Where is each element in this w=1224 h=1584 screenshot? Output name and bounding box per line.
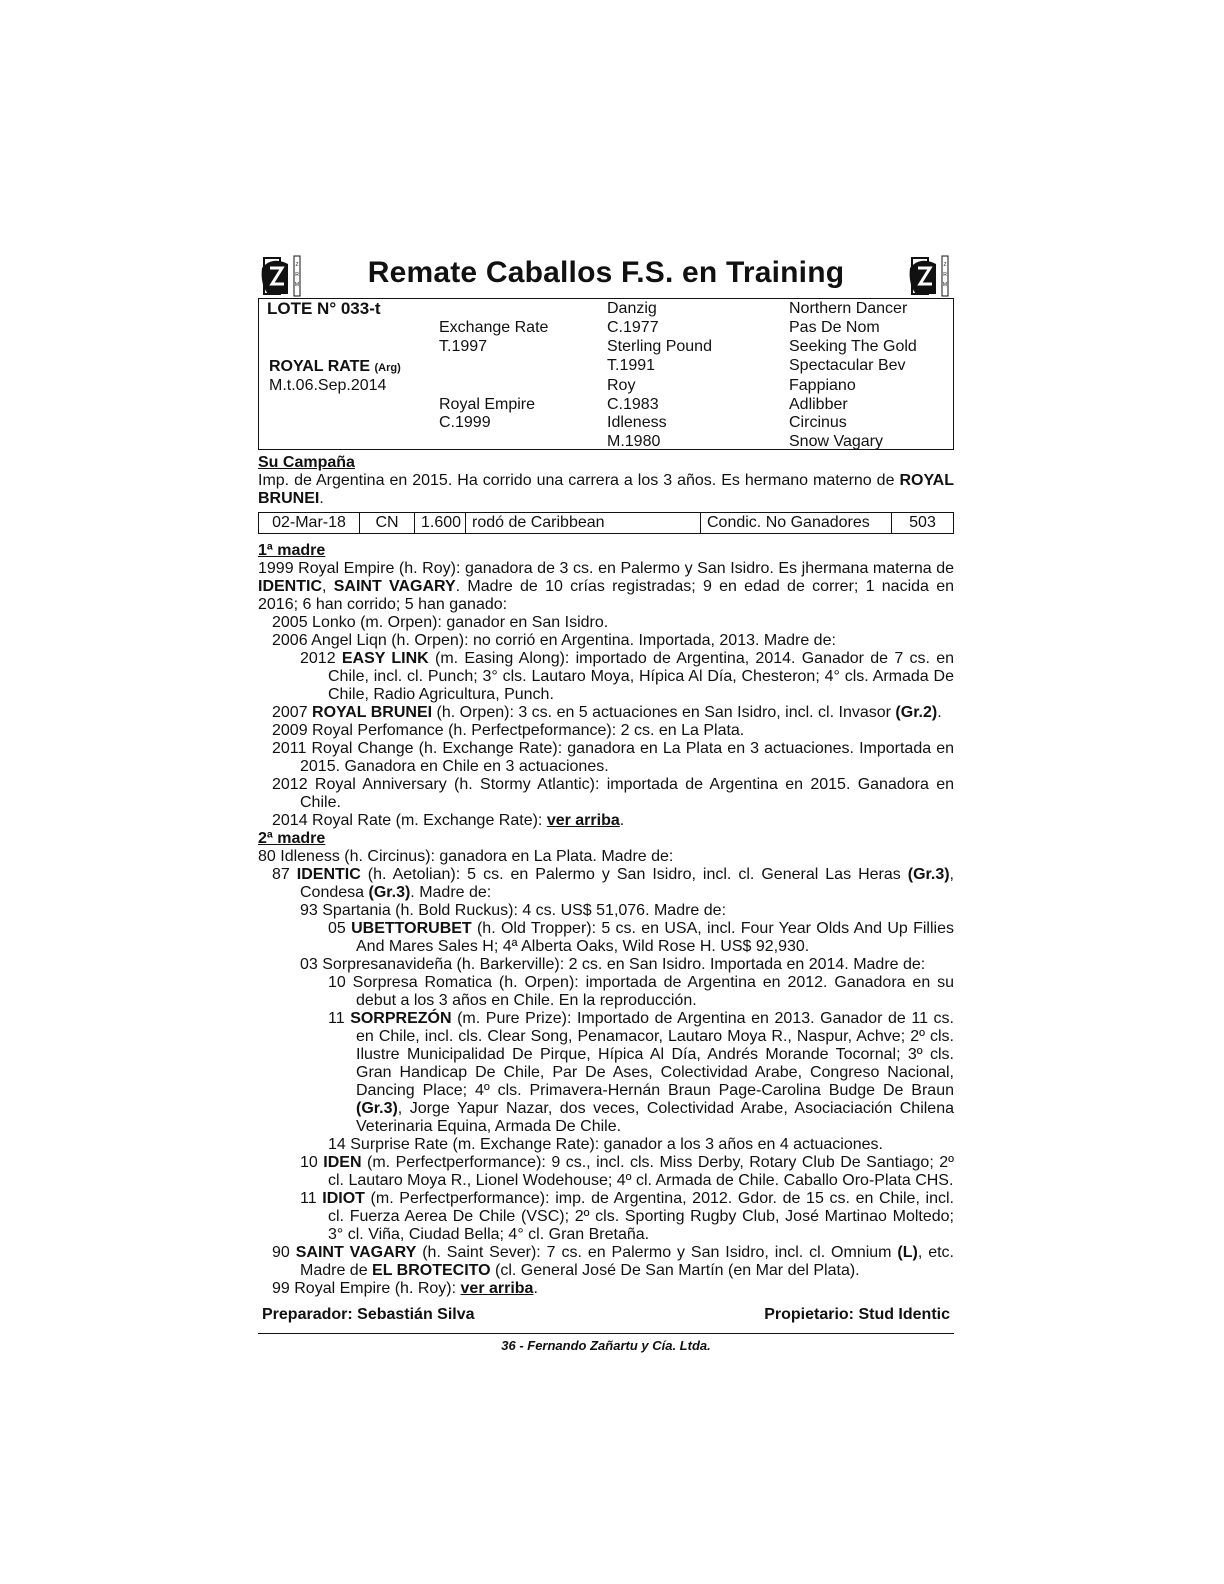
svg-text:Z: Z bbox=[295, 262, 299, 268]
ped-g2: C.1977 bbox=[607, 319, 659, 336]
produce-entry: 14 Surprise Rate (m. Exchange Rate): ganador a los 3 años en 4 actuaciones. bbox=[328, 1136, 883, 1153]
race-record-row bbox=[258, 512, 954, 534]
produce-entry: 2005 Lonko (m. Orpen): ganador en San Isidro. bbox=[272, 614, 609, 631]
ped-g2: M.1980 bbox=[607, 433, 661, 450]
ped-g3: Pas De Nom bbox=[789, 319, 880, 336]
ped-g2: Idleness bbox=[607, 414, 667, 431]
dam-name: Royal Empire bbox=[439, 396, 536, 413]
ped-g2: Danzig bbox=[607, 300, 657, 317]
lot-number: LOTE N° 033-t bbox=[267, 299, 381, 318]
catalog-page bbox=[258, 252, 954, 1353]
race-date: 02-Mar-18 bbox=[259, 513, 360, 533]
produce-entry: 2006 Angel Liqn (h. Orpen): no corrió en Argentina. Importada, 2013. Madre de: bbox=[272, 632, 836, 649]
trainer-label: Preparador: Sebastián Silva bbox=[262, 1306, 475, 1323]
page-title: Remate Caballos F.S. en Training bbox=[367, 256, 845, 289]
second-dam-title: 2ª madre bbox=[258, 830, 326, 847]
produce-entry: 2009 Royal Perfomance (h. Perfectpeformance): 2 cs. en La Plata. bbox=[272, 722, 745, 739]
first-dam-title: 1ª madre bbox=[258, 542, 326, 559]
second-dam-section bbox=[258, 830, 954, 1298]
produce-entry: 05 UBETTORUBET (h. Old Tropper): 5 cs. en USA, incl. Four Year Olds And Up Fillies And Mares Sales H; 4ª Alberta Oaks, Wild Rose H. US$ 92,930. bbox=[328, 920, 954, 955]
page-footer: 36 - Fernando Zañartu y Cía. Ltda. bbox=[501, 1338, 711, 1353]
ped-g3: Snow Vagary bbox=[789, 433, 883, 450]
svg-text:M: M bbox=[294, 282, 300, 288]
sire-name: Exchange Rate bbox=[439, 319, 549, 336]
produce-entry: 90 SAINT VAGARY (h. Saint Sever): 7 cs. en Palermo y San Isidro, incl. cl. Omnium (L), etc. Madre de EL BROTECITO (cl. General José De San Martín (en Mar del Plata). bbox=[272, 1244, 955, 1279]
first-dam-intro: 1999 Royal Empire (h. Roy): ganadora de 3 cs. en Palermo y San Isidro. Es jhermana materna de IDENTIC, SAINT VAGARY. Madre de 10 crías registradas; 9 en edad de correr; 1 nacida en 2016; 6 han corrido; 5 han ganado: bbox=[258, 560, 954, 613]
footer-divider bbox=[258, 1333, 954, 1334]
race-result: rodó de Caribbean bbox=[466, 513, 701, 533]
produce-entry: 2012 Royal Anniversary (h. Stormy Atlantic): importada de Argentina en 2015. Ganadora en Chile. bbox=[272, 776, 954, 811]
first-dam-section bbox=[258, 542, 954, 830]
ped-g3: Circinus bbox=[789, 414, 847, 431]
svg-text:R: R bbox=[943, 272, 947, 278]
footer-credits bbox=[258, 1306, 954, 1324]
campaign-text: Imp. de Argentina en 2015. Ha corrido una carrera a los 3 años. Es hermano materno de ROYAL BRUNEI. bbox=[258, 472, 954, 507]
ped-g2: Sterling Pound bbox=[607, 338, 712, 355]
svg-text:Z: Z bbox=[943, 262, 947, 268]
race-distance: 1.600 bbox=[415, 513, 466, 533]
owner-label: Propietario: Stud Identic bbox=[764, 1306, 950, 1323]
produce-entry: 03 Sorpresanavideña (h. Barkerville): 2 cs. en San Isidro. Importada en 2014. Madre de: bbox=[300, 956, 926, 973]
ped-g3: Fappiano bbox=[789, 377, 856, 394]
ped-g3: Seeking The Gold bbox=[789, 338, 917, 355]
see-above-link: ver arriba bbox=[546, 812, 620, 829]
sire-year: T.1997 bbox=[439, 338, 488, 355]
see-above-link: ver arriba bbox=[460, 1280, 534, 1297]
dam-year: C.1999 bbox=[439, 414, 491, 431]
ped-g2: C.1983 bbox=[607, 396, 659, 413]
svg-text:R: R bbox=[295, 272, 299, 278]
race-condition: Condic. No Ganadores bbox=[701, 513, 892, 533]
produce-entry: 10 IDEN (m. Perfectperformance): 9 cs., incl. cls. Miss Derby, Rotary Club De Santiago; 2º cl. Lautaro Moya R., Lionel Wodehouse; 4º cl. Armada de Chile. Caballo Oro-Plata CHS. bbox=[300, 1154, 954, 1189]
page-header bbox=[258, 252, 954, 299]
pedigree-table bbox=[258, 299, 954, 450]
produce-entry: 2011 Royal Change (h. Exchange Rate): ganadora en La Plata en 3 actuaciones. Importada en 2015. Ganadora en Chile en 3 actuaciones. bbox=[272, 740, 954, 775]
svg-text:M: M bbox=[942, 282, 948, 288]
campaign-section bbox=[258, 454, 954, 534]
produce-entry: 93 Spartania (h. Bold Ruckus): 4 cs. US$ 51,076. Madre de: bbox=[300, 902, 727, 919]
zanartu-logo-icon bbox=[906, 254, 954, 298]
horse-birth: M.t.06.Sep.2014 bbox=[269, 377, 387, 394]
produce-entry: 2007 ROYAL BRUNEI (h. Orpen): 3 cs. en 5 actuaciones en San Isidro, incl. cl. Invasor (Gr.2). bbox=[272, 704, 942, 721]
second-dam-intro: 80 Idleness (h. Circinus): ganadora en La Plata. Madre de: bbox=[258, 848, 674, 865]
race-number: 503 bbox=[909, 514, 936, 531]
ped-g2: Roy bbox=[607, 377, 636, 394]
produce-entry: 2012 EASY LINK (m. Easing Along): importado de Argentina, 2014. Ganador de 7 cs. en Chile, incl. cl. Punch; 3° cls. Lautaro Moya, Hípica Al Día, Chesteron; 4° cls. Armada De Chile, Radio Agricultura, Punch. bbox=[300, 650, 954, 703]
ped-g3: Spectacular Bev bbox=[789, 357, 906, 374]
horse-name: ROYAL RATE (Arg) bbox=[269, 358, 401, 375]
ped-g3: Northern Dancer bbox=[789, 300, 908, 317]
produce-entry: 11 SORPREZÓN (m. Pure Prize): Importado de Argentina en 2013. Ganador de 11 cs. en Chile, incl. cls. Clear Song, Penamacor, Lautaro Moya R., Naspur, Achve; 2º cls. Ilustre Municipalidad De Pirque, Hípica Al Día, Andrés Morande Tocornal; 3º cls. Gran Handicap De Chile, Par De Ases, Colectividad Arabe, Congreso Nacional, Dancing Place; 4º cls. Primavera-Hernán Braun Page-Carolina Budge De Braun (Gr.3), Jorge Yapur Nazar, dos veces, Colectividad Arabe, Asociaciación Chilena Veterinaria Equina, Armada De Chile. bbox=[328, 1010, 954, 1135]
campaign-title: Su Campaña bbox=[258, 454, 355, 471]
produce-entry: 10 Sorpresa Romatica (h. Orpen): importada de Argentina en 2012. Ganadora en su debut a los 3 años en Chile. En la reproducción. bbox=[328, 974, 954, 1009]
produce-entry: 87 IDENTIC (h. Aetolian): 5 cs. en Palermo y San Isidro, incl. cl. General Las Heras (Gr.3), Condesa (Gr.3). Madre de: bbox=[272, 866, 954, 901]
produce-entry: 99 Royal Empire (h. Roy): ver arriba. bbox=[272, 1280, 538, 1297]
ped-g3: Adlibber bbox=[789, 396, 848, 413]
produce-entry: 11 IDIOT (m. Perfectperformance): imp. de Argentina, 2012. Gdor. de 15 cs. en Chile, incl. cl. Fuerza Aerea De Chile (VSC); 2º cls. Sporting Rugby Club, José Martinao Moltedo; 3° cl. Viña, Ciudad Bella; 4° cl. Gran Bretaña. bbox=[300, 1190, 954, 1243]
race-track: CN bbox=[360, 513, 415, 533]
ped-g2: T.1991 bbox=[607, 357, 656, 374]
produce-entry: 2014 Royal Rate (m. Exchange Rate): ver arriba. bbox=[272, 812, 625, 829]
